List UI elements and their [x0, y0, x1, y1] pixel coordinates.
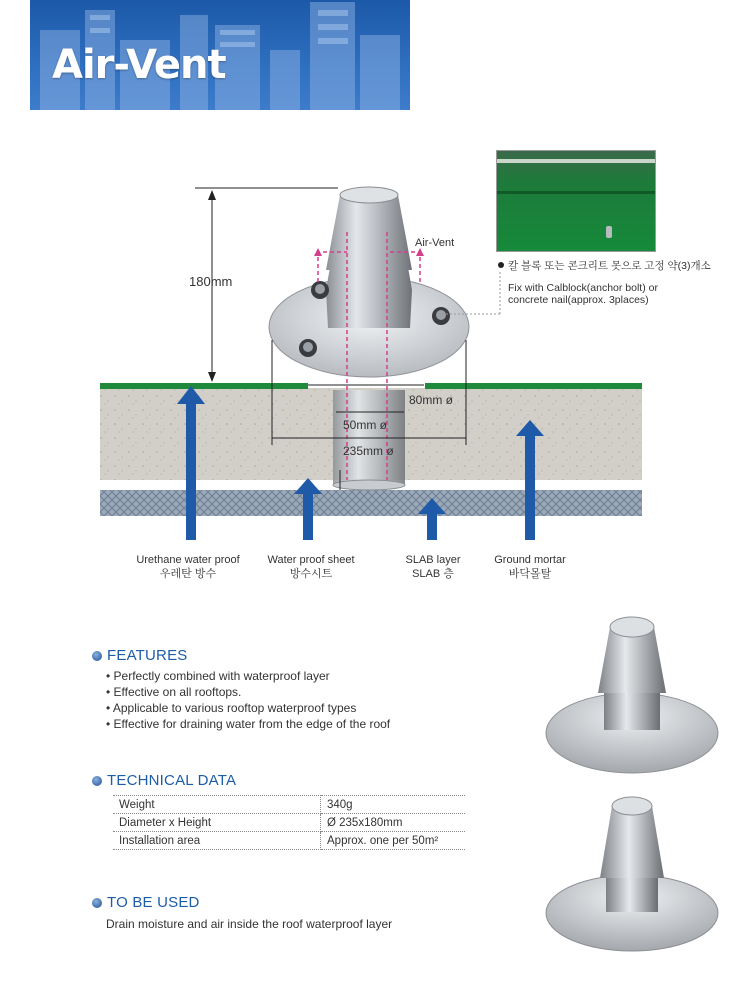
features-heading: [92, 647, 188, 664]
tech-value: Approx. one per 50m²: [321, 832, 466, 850]
features-list: [106, 668, 390, 732]
product-photo-top: [544, 605, 724, 780]
layer-kr: 우레탄 방수: [159, 568, 217, 580]
feature-item: • Effective for draining water from the edge of the roof: [106, 717, 391, 731]
technical-heading-text: TECHNICAL DATA: [107, 772, 237, 789]
note-bullet-icon: [498, 262, 504, 268]
layer-en: Urethane water proof: [136, 554, 240, 566]
layer-kr: SLAB 층: [412, 568, 454, 580]
usage-text: Drain moisture and air inside the roof waterproof layer: [106, 917, 393, 931]
layer-caption-sheet: [256, 553, 366, 581]
table-row: [113, 814, 465, 832]
tech-key: Weight: [113, 796, 321, 814]
layer-kr: 바닥몰탈: [508, 568, 552, 580]
section-bullet-icon: [92, 651, 102, 661]
usage-heading-text: TO BE USED: [107, 894, 200, 911]
tech-key: Diameter x Height: [113, 814, 321, 832]
layer-en: Water proof sheet: [267, 554, 355, 566]
dim-80-label: 80mm ø: [409, 393, 454, 407]
usage-heading: [92, 894, 200, 911]
page-title: Air-Vent: [52, 42, 226, 88]
layer-kr: 방수시트: [289, 568, 333, 580]
feature-item: • Applicable to various rooftop waterproof types: [106, 701, 357, 715]
airvent-label: Air-Vent: [415, 237, 455, 249]
layer-caption-urethane: [124, 553, 252, 581]
technical-table: [113, 795, 465, 850]
feature-item: • Effective on all rooftops.: [106, 685, 242, 699]
section-bullet-icon: [92, 898, 102, 908]
layer-caption-mortar: [482, 553, 578, 581]
feature-item: • Perfectly combined with waterproof layer: [106, 669, 330, 683]
height-label: 180mm: [189, 274, 233, 289]
fix-note-en-1: Fix with Calblock(anchor bolt) or: [508, 282, 658, 294]
dim-50-label: 50mm ø: [343, 418, 388, 432]
dim-235-label: 235mm ø: [343, 444, 394, 458]
table-row: [113, 832, 465, 850]
layer-en: Ground mortar: [494, 554, 566, 566]
fix-note-kr: 칼 블록 또는 콘크리트 못으로 고정 약(3)개소: [508, 260, 711, 272]
tech-value: Ø 235x180mm: [321, 814, 466, 832]
section-bullet-icon: [92, 776, 102, 786]
features-heading-text: FEATURES: [107, 647, 188, 664]
technical-heading: [92, 772, 236, 789]
layer-en: SLAB layer: [405, 554, 461, 566]
table-row: [113, 796, 465, 814]
tech-key: Installation area: [113, 832, 321, 850]
fix-note-en-2: concrete nail(approx. 3places): [508, 294, 649, 306]
tech-value: 340g: [321, 796, 466, 814]
layer-caption-slab: [394, 553, 472, 581]
product-photo-bottom: [544, 788, 724, 958]
rooftop-photo: [496, 150, 656, 252]
